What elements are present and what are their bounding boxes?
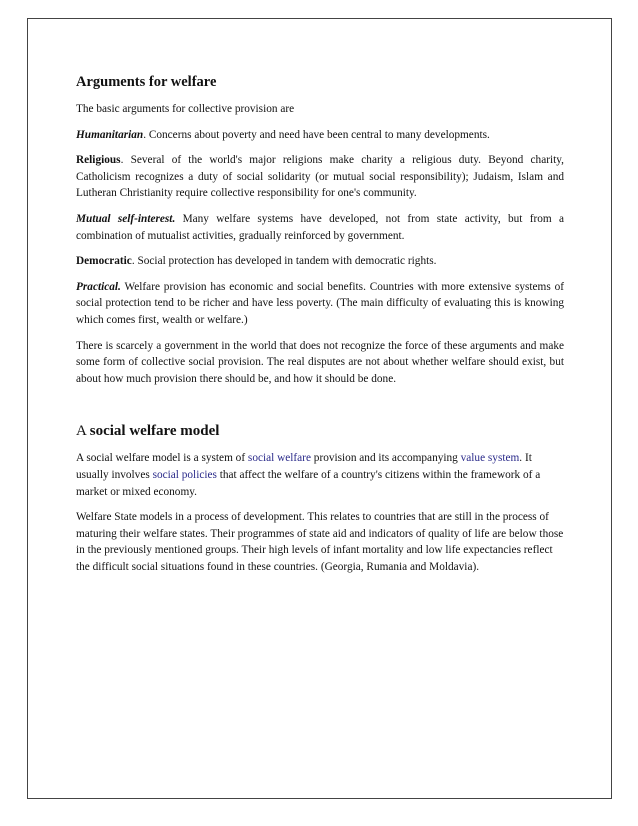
argument-sep: . <box>118 280 121 293</box>
text-run: that affect the welfare of a country's citizens within the framework of a market or mixed economy. <box>76 468 541 498</box>
argument-lead: Democratic <box>76 255 132 268</box>
welfare-state-development-paragraph: Welfare State models in a process of development. This relates to countries that are still in the process of maturing their welfare states. Their programmes of state aid and indicators of quality of life are below those in the previously mentioned groups. Their high levels of infant mortality and low life expectancies reflect the difficult social situations found in these countries. (Georgia, Rumania and Moldavia). <box>76 511 564 573</box>
text-run: provision and its accompanying <box>310 452 461 465</box>
document-body <box>76 74 564 584</box>
link-social-welfare[interactable]: social welfare <box>247 452 311 465</box>
argument-lead: Humanitarian <box>76 128 144 141</box>
argument-democratic <box>76 253 564 270</box>
text-run: . It usually involves <box>76 452 532 481</box>
link-social-policies[interactable]: social policies <box>152 468 217 481</box>
argument-lead: Practical <box>76 280 119 293</box>
section-heading-arguments: Arguments for welfare <box>76 74 217 90</box>
closing-paragraph: There is scarcely a government in the world that does not recognize the force of these arguments and make some form of collective social provision. The real disputes are not about whether welfare should exist, but about how much provision there should be, and how it should be done. <box>76 339 564 385</box>
argument-mutual-self-interest <box>76 211 564 244</box>
argument-sep: . <box>172 212 176 225</box>
argument-humanitarian <box>76 127 564 144</box>
section-heading-model <box>76 423 564 440</box>
argument-text: Concerns about poverty and need have been central to many developments. <box>146 128 490 141</box>
argument-text: Social protection has developed in tandem with democratic rights. <box>134 255 437 268</box>
heading-prefix: A <box>76 423 90 440</box>
argument-religious <box>76 152 564 202</box>
argument-text: Several of the world's major religions make charity a religious duty. Beyond charity, Catholicism recognizes a duty of social solidarity (or mutual social responsibility); Judaism, Islam and Lutheran Christianity require collective responsibility for one's community. <box>76 154 564 200</box>
argument-lead: Religious <box>76 154 121 167</box>
model-definition-paragraph <box>76 450 564 500</box>
argument-sep: . <box>120 154 124 167</box>
argument-lead: Mutual self-interest <box>76 212 173 225</box>
argument-sep: . <box>143 128 147 141</box>
argument-text: Many welfare systems have developed, not from state activity, but from a combination of mutualist activities, gradually reinforced by government. <box>76 212 564 242</box>
heading-bold: social welfare model <box>89 423 220 440</box>
argument-practical <box>76 279 564 329</box>
argument-sep: . <box>131 255 135 268</box>
argument-text: Welfare provision has economic and social benefits. Countries with more extensive systems of social protection tend to be richer and have less poverty. (The main difficulty of evaluating this is knowing which comes first, wealth or welfare.) <box>76 280 564 326</box>
link-value-system[interactable]: value system <box>460 452 520 465</box>
intro-paragraph: The basic arguments for collective provision are <box>76 103 295 115</box>
text-run: A social welfare model is a system of <box>76 452 248 465</box>
